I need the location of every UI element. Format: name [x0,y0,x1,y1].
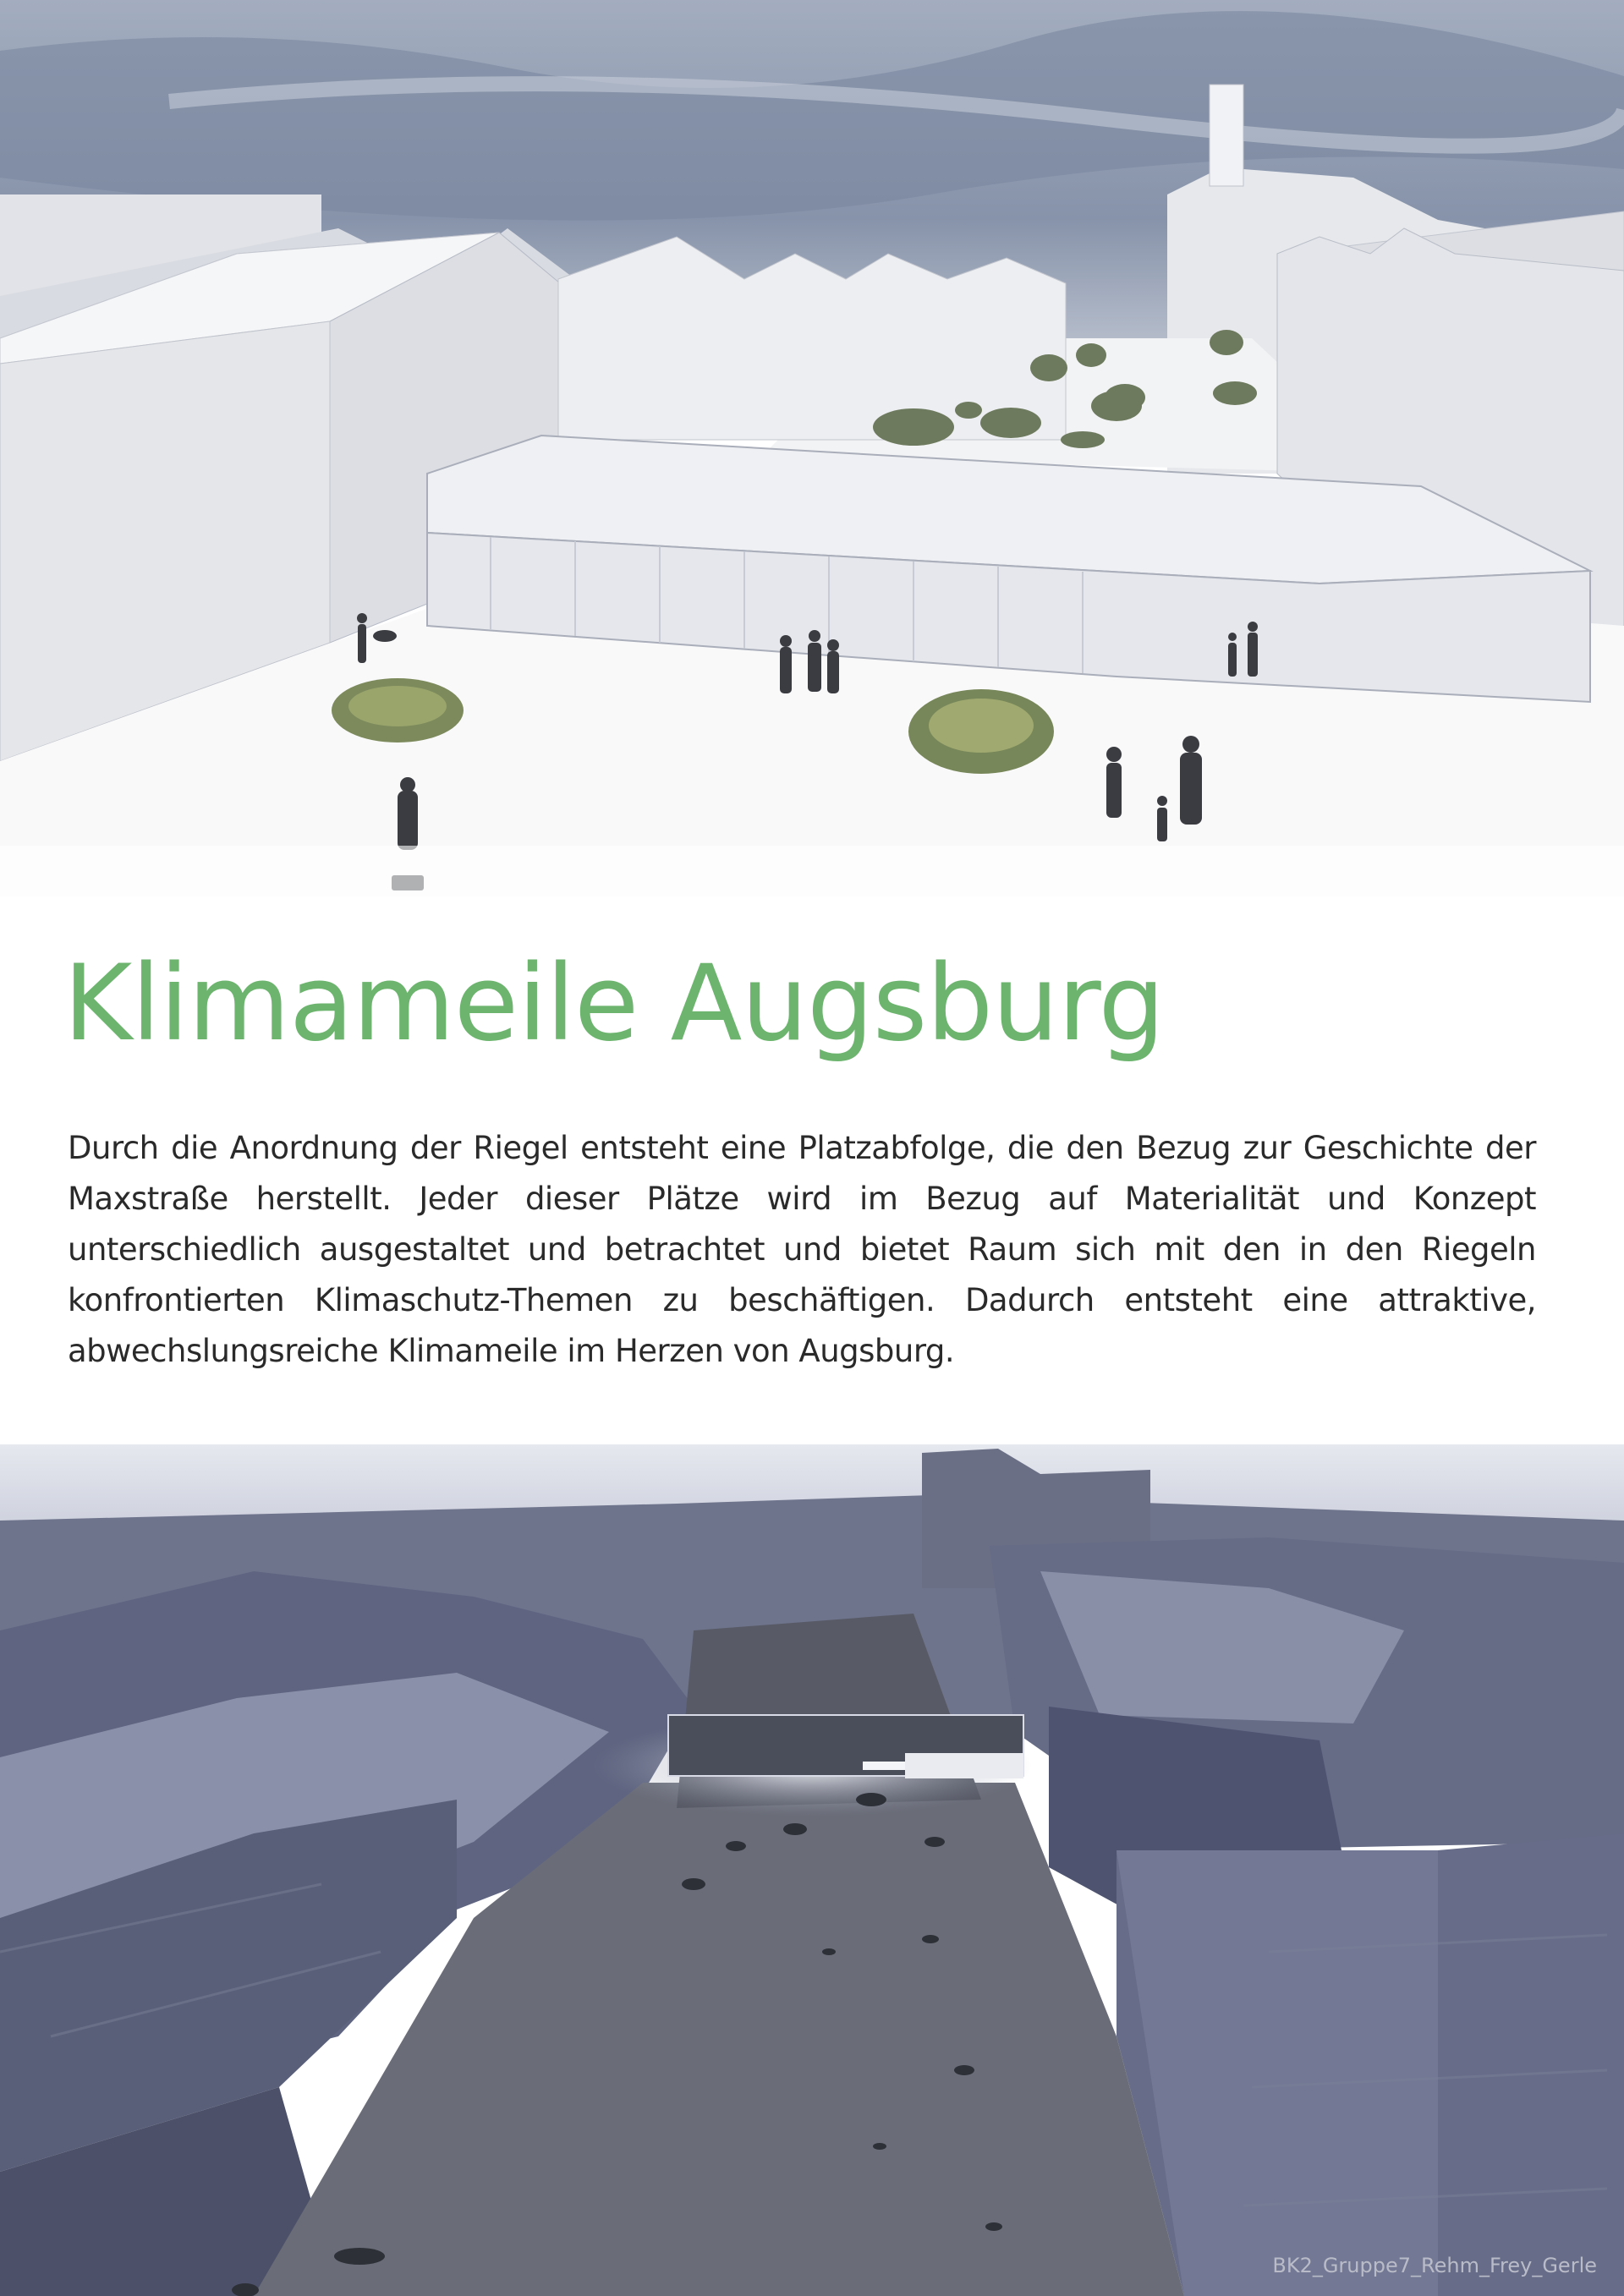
daytime-rendering [0,0,1624,896]
poster-body-text: Durch die Anordnung der Riegel entsteht eine Platzabfolge, die den Bezug zur Geschichte der Maxstraße herstellt. Jeder dieser Plätze wird im Bezug auf Materialität und Konzept unterschiedlich ausgestaltet und betrachtet und bietet Raum sich mit den in den Riegeln konfrontierten Klimaschutz-Themen zu beschäftigen. Dadurch entsteht eine attraktive, abwechslungsreiche Klimameile im Herzen von Augsburg. [68,1130,1536,1369]
author-credit: BK2_Gruppe7_Rehm_Frey_Gerle [1272,2254,1597,2277]
night-aerial-rendering [0,1444,1624,2296]
poster-title: Klimameile Augsburg [63,943,1165,1065]
